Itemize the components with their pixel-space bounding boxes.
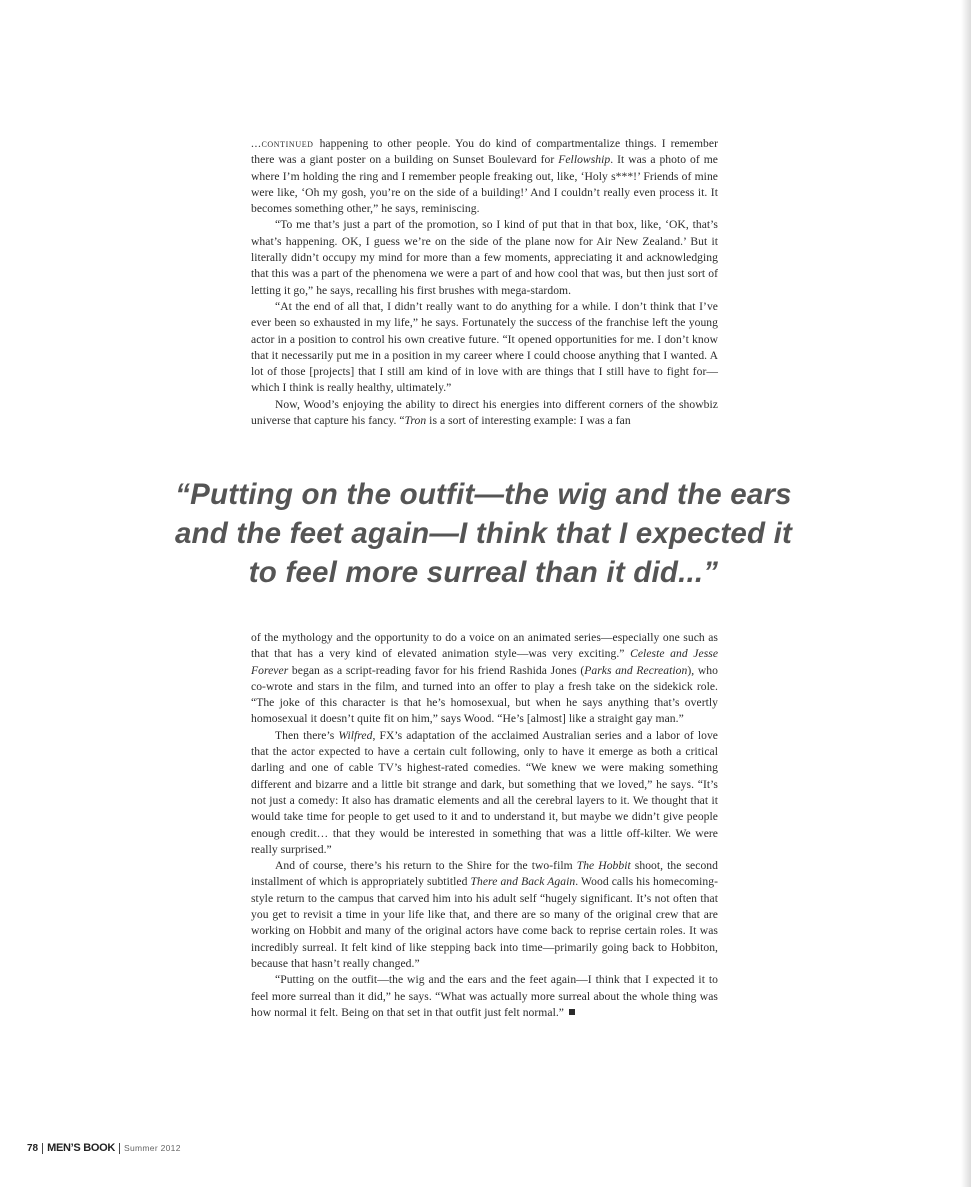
paragraph-text: shoot, the second installment of which is appropriately subtitled (251, 859, 718, 889)
paragraph-text: “To me that’s just a part of the promotion, so I kind of put that in that box, like, ‘OK, that’s what’s happening. OK, I guess we’re on the side of the plane now for Air New Zealand.’ But it literally didn’t occupy my mind for more than a few moments, appreciating it and acknowledging that this was a part of the phenomena we were a part of and how cool that was, but then just sort of letting it go,” he says, recalling his first brushes with mega-stardom. (251, 218, 718, 297)
paragraph (251, 630, 718, 728)
pull-quote (100, 475, 867, 592)
paragraph-text: “At the end of all that, I didn’t really want to do anything for a while. I don’t think that I’ve ever been so exhausted in my life,” he says. Fortunately the success of the franchise left the young actor in a position to control his own creative future. “It opened opportunities for me. I don’t know that it necessarily put me in a position in my career where I could choose anything that I wanted. A lot of those [projects] that I still am kind of in love with are things that I still have to fight for—which I think is really healthy, ultimately.” (251, 299, 718, 395)
page-footer (27, 1140, 181, 1156)
paragraph-text: of the mythology and the opportunity to do a voice on an animated series—especially one such as that that has a very kind of elevated animation style—was very exciting.” (251, 631, 718, 661)
paragraph-text: happening to other people. You do kind of compartmentalize things. I remember there was a giant poster on a building on Sunset Boulevard for (251, 137, 718, 167)
footer-divider (42, 1143, 43, 1154)
film-title-celeste: Celeste and Jesse Forever (251, 647, 719, 677)
paragraph-text: ), who co-wrote and stars in the film, and turned into an offer to play a fresh take on the sidekick role. “The joke of this character is that he’s homosexual, but when he says anything that’s overtly homosexual it doesn’t quite fit on him,” says Wood. “He’s [almost] like a straight gay man.” (251, 663, 718, 726)
continued-label: ...continued (251, 137, 314, 150)
article-column-bottom (251, 630, 718, 1021)
film-title-tron: Tron (404, 414, 427, 428)
paragraph-text: . It was a photo of me where I’m holding the ring and I remember people freaking out, like, ‘Holy s***!’ Friends of mine were like, ‘Oh my gosh, you’re on the side of a building!’ And I couldn’t really even process it. It becomes something other,” he says, reminiscing. (251, 153, 718, 216)
pull-quote-line: to feel more surreal than it did...” (248, 556, 719, 589)
pull-quote-line: “Putting on the outfit—the wig and the ears (175, 478, 792, 511)
paragraph-text: Then there’s (275, 728, 339, 742)
paragraph-text: . Wood calls his homecoming-style return to the campus that carved him into his adult self “hugely significant. It’s not often that you get to revisit a time in your life like that, and there are so many of the original crew that are working on Hobbit and many of the original actors have come back to reprise certain roles. It was incredibly surreal. It felt kind of like stepping back into time—primarily going back to Hobbiton, because that hasn’t really changed.” (251, 875, 718, 970)
film-title-fellowship: Fellowship (558, 153, 611, 167)
paragraph (251, 728, 718, 858)
paragraph (251, 397, 718, 430)
footer-divider (119, 1143, 120, 1154)
film-title-hobbit: The Hobbit (576, 859, 631, 873)
paragraph-text: Now, Wood’s enjoying the ability to direct his energies into different corners of the showbiz universe that capture his fancy. “ (251, 397, 718, 428)
paragraph-text: , FX’s adaptation of the acclaimed Australian series and a labor of love that the actor expected to have a certain cult following, only to have it emerge as both a critical darling and one of cable TV’s highest-rated comedies. “We knew we were making something different and bizarre and a little bit strange and dark, but something that we loved,” he says. “It’s not just a comedy: It also has dramatic elements and all the cerebral layers to it. We thought that it would take time for people to get used to it and to understand it, but maybe we didn’t give people enough credit… that they would be interested in something that was a little off-kilter. We were really surprised.” (251, 728, 719, 856)
paragraph (251, 299, 718, 397)
paragraph (251, 217, 718, 298)
film-subtitle: There and Back Again (470, 875, 576, 889)
end-mark-icon (569, 1009, 575, 1015)
show-title-wilfred: Wilfred (338, 728, 373, 742)
paragraph-text: And of course, there’s his return to the Shire for the two-film (275, 859, 577, 873)
paragraph-text: is a sort of interesting example: I was a fan (426, 414, 631, 428)
page-edge-shadow (961, 0, 971, 1187)
issue-date: Summer 2012 (124, 1143, 181, 1153)
article-column-top (251, 136, 718, 429)
paragraph (251, 136, 718, 217)
show-title-parks: Parks and Recreation (584, 663, 688, 677)
paragraph (251, 858, 718, 972)
page-number: 78 (27, 1142, 39, 1154)
pull-quote-line: and the feet again—I think that I expected it (174, 517, 793, 550)
paragraph-text: began as a script-reading favor for his friend Rashida Jones ( (288, 663, 585, 677)
paragraph (251, 972, 718, 1021)
paragraph-text: “Putting on the outfit—the wig and the ears and the feet again—I think that I expected it to feel more surreal than it did,” he says. “What was actually more surreal about the whole thing was how normal it felt. Being on that set in that outfit just felt normal.” (251, 973, 718, 1019)
magazine-title: MEN’S BOOK (47, 1142, 116, 1154)
